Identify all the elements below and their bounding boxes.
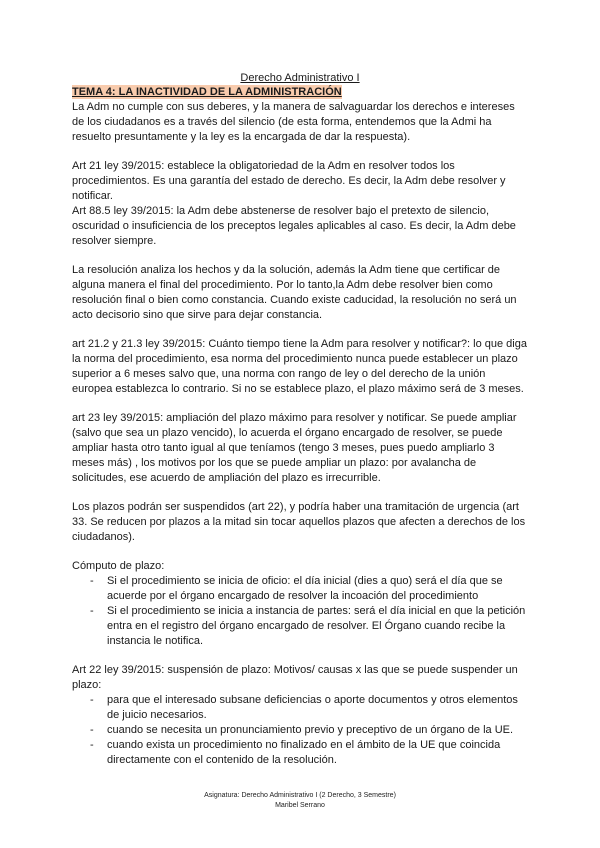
paragraph-resolucion: La resolución analiza los hechos y da la solución, además la Adm tiene que certificar de alguna manera el final del procedimiento. Por lo tanto,la Adm debe resolver bien como resolución final o bien como constancia. Cuando existe caducidad, la resolución no será un acto decisorio sino que sirve para dejar constancia. xyxy=(72,264,517,321)
footer-subject: Asignatura: Derecho Administrativo I (2 Derecho, 3 Semestre) xyxy=(204,792,396,799)
list-item: - para que el interesado subsane deficiencias o aporte documentos y otros elementos de juicio necesarios. xyxy=(72,693,528,723)
list-item: - cuando exista un procedimiento no finalizado en el ámbito de la UE que coincida directamente con el contenido de la resolución. xyxy=(72,738,528,768)
footer-author: Maribel Serrano xyxy=(275,802,325,809)
paragraph-art22: Art 22 ley 39/2015: suspensión de plazo: Motivos/ causas x las que se puede suspender un plazo: xyxy=(72,664,518,691)
paragraph-art23: art 23 ley 39/2015: ampliación del plazo máximo para resolver y notificar. Se puede ampliar (salvo que sea un plazo vencido), lo acuerda el órgano encargado de resolver, se puede ampliar hasta otro tanto igual al que teníamos (tengo 3 meses, pues puedo ampliarlo 3 meses más) , los motivos por los que se puede ampliar un plazo: por avalancha de solicitudes, ese acuerdo de ampliación del plazo es irrecurrible. xyxy=(72,412,517,484)
paragraph-intro: La Adm no cumple con sus deberes, y la manera de salvaguardar los derechos e intereses de los ciudadanos es a través del silencio (de esta forma, entendemos que la Admi ha resuelto presuntamente y la ley es la encargada de dar la respuesta). xyxy=(72,101,515,143)
page-footer xyxy=(0,791,600,811)
computo-heading: Cómputo de plazo: xyxy=(72,560,165,572)
list-item: - Si el procedimiento se inicia a instancia de partes: será el día inicial en que la petición entra en el registro del órgano encargado de resolver. El Órgano cuando recibe la instancia le notifica. xyxy=(72,604,528,649)
paragraph-plazos: Los plazos podrán ser suspendidos (art 22), y podría haber una tramitación de urgencia (art 33. Se reducen por plazos a la mitad sin tocar aquellos plazos que afecten a derechos de los ciudadanos). xyxy=(72,501,526,543)
list-item: - Si el procedimiento se inicia de oficio: el día inicial (dies a quo) será el día que se acuerde por el órgano encargado de resolver la incoación del procedimiento xyxy=(72,574,528,604)
document-body xyxy=(72,85,528,782)
paragraph-art21-2: art 21.2 y 21.3 ley 39/2015: Cuánto tiempo tiene la Adm para resolver y notificar?: lo que diga la norma del procedimiento, esa norma del procedimiento nunca puede establecer un plazo superior a 6 meses salvo que, una norma con rango de ley o del derecho de la unión europea establezca lo contrario. Si no se establece plazo, el plazo máximo será de 3 meses. xyxy=(72,338,527,395)
section-title: TEMA 4: LA INACTIVIDAD DE LA ADMINISTRACIÓN xyxy=(72,86,342,98)
page-header: Derecho Administrativo I xyxy=(240,72,360,84)
list-item: - cuando se necesita un pronunciamiento previo y preceptivo de un órgano de la UE. xyxy=(72,723,528,738)
paragraph-art21: Art 21 ley 39/2015: establece la obligatoriedad de la Adm en resolver todos los procedimientos. Es una garantía del estado de derecho. Es decir, la Adm debe resolver y notificar. xyxy=(72,160,506,202)
paragraph-art88: Art 88.5 ley 39/2015: la Adm debe abstenerse de resolver bajo el pretexto de silencio, oscuridad o insuficiencia de los preceptos legales aplicables al caso. Es decir, la Adm debe resolver siempre. xyxy=(72,205,516,247)
suspension-list xyxy=(72,693,528,768)
computo-list xyxy=(72,574,528,649)
